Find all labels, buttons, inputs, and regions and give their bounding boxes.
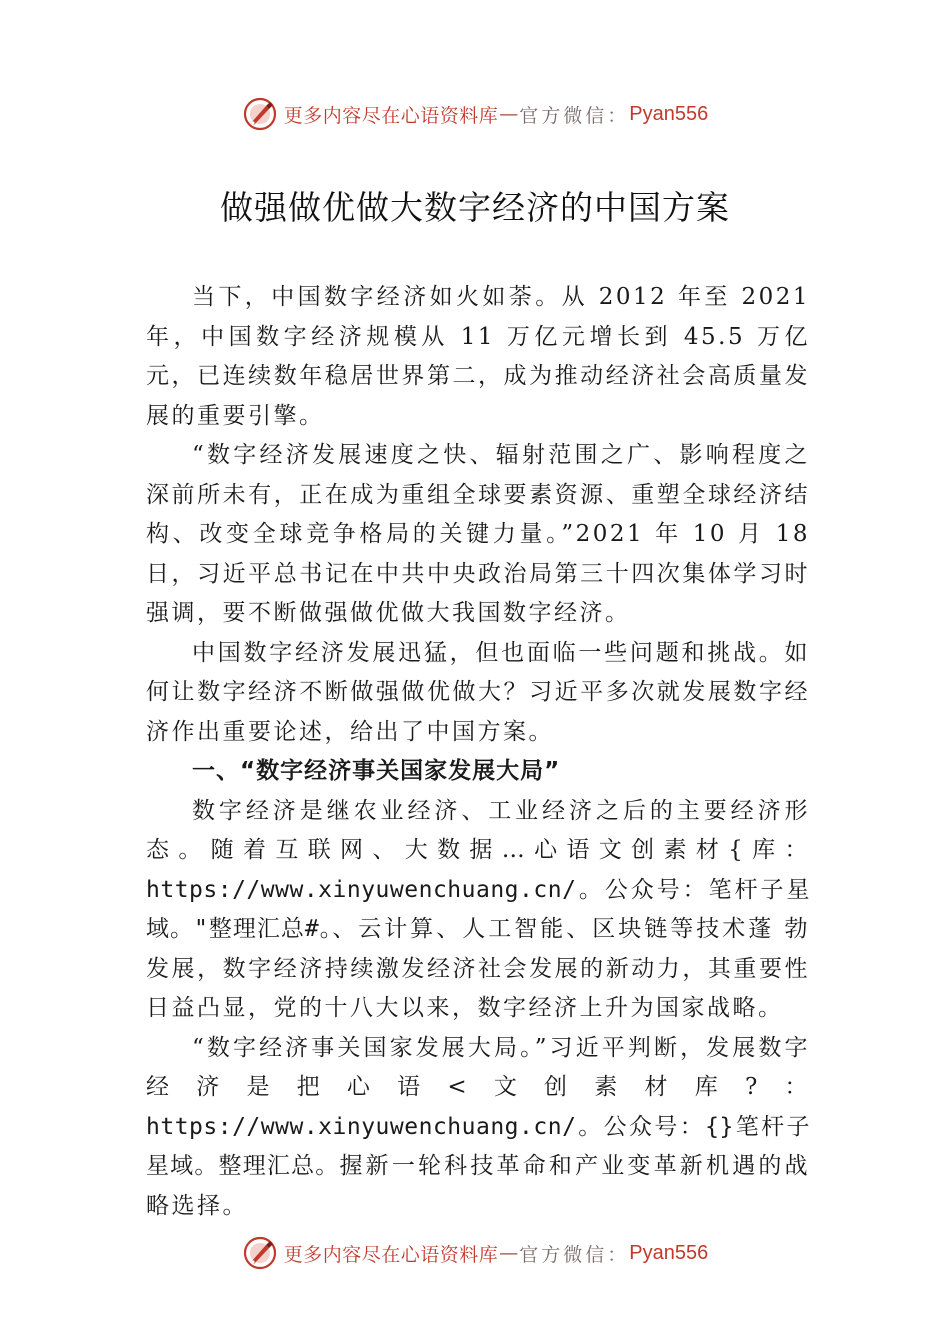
paragraph-quote: “数字经济发展速度之快、辐射范围之广、影响程度之深前所未有，正在成为重组全球要素资源、重塑全球经济结构、改变全球竞争格局的关键力量。”2021 年 10 月 18 日，习近平总书记在中共中央政治局第三十四次集体学习时强调，要不断做强做优做大我国数字经济。 [146,442,810,626]
paragraph-intro: 当下，中国数字经济如火如荼。从 2012 年至 2021 年，中国数字经济规模从 11 万亿元增长到 45.5 万亿元，已连续数年稳居世界第二，成为推动经济社会高质量发展的重要引擎。 [146,284,810,429]
watermark-banner-bottom [0,1231,950,1275]
watermark-wechat-label: 官方微信： [519,1243,630,1266]
paragraph-5-text-c: 握新一轮科技革命和产业变革新机遇的战略选择。 [146,1153,811,1219]
paragraph-4-watermark-text: https://www.xinyuwenchuang.cn/。公众号：笔杆子星域。"整理汇总#。 [146,876,810,942]
watermark-wechat-id: Pyan556 [629,102,709,125]
watermark-brand: 更多内容尽在心语资料库 [283,1243,499,1266]
paragraph-5-text-a: “数字经济事关国家发展大局。”习近平判断，发展数字经济是把心语<文创素材库?： [146,1034,810,1100]
paragraph-4-text-a: 数字经济是继农业经济、工业经济之后的主要经济形态。随着互联网、大数据…心语文创素材{库： [146,797,810,863]
watermark-separator: — [499,1242,519,1264]
watermark-separator: — [499,103,519,125]
paragraph-digital-economy [146,792,810,1029]
document-body [146,278,810,1226]
paragraph-national-strategy [146,1029,810,1227]
watermark-wechat-label: 官方微信： [519,104,630,127]
section-heading-1: 一、“数字经济事关国家发展大局” [192,758,561,784]
watermark-brand: 更多内容尽在心语资料库 [283,104,499,127]
document-title: 做强做优做大数字经济的中国方案 [220,188,730,227]
paragraph-5-watermark-text: https://www.xinyuwenchuang.cn/。公众号：{}笔杆子星域。整理汇总。 [146,1113,810,1179]
watermark-banner-top [0,92,950,136]
paragraph-4-text-c: 、云计算、人工智能、区块链等技术蓬 勃发展，数字经济持续激发经济社会发展的新动力，其重要性日益凸显，党的十八大以来，数字经济上升为国家战略。 [146,916,811,1021]
watermark-wechat-id: Pyan556 [629,1241,709,1264]
paragraph-challenge: 中国数字经济发展迅猛，但也面临一些问题和挑战。如何让数字经济不断做强做优做大？习近平多次就发展数字经济作出重要论述，给出了中国方案。 [146,639,810,745]
pen-nib-logo-icon [242,96,278,132]
pen-nib-logo-icon [242,1235,278,1271]
